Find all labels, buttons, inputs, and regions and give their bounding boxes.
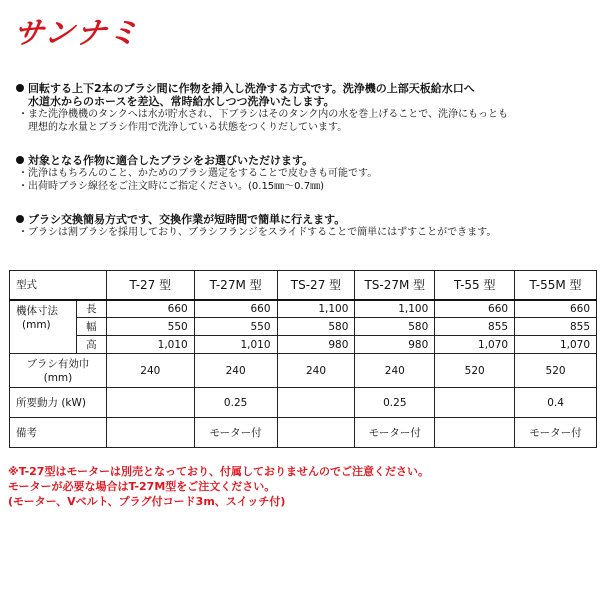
table-cell: 1,070 [435, 336, 515, 354]
sub-dot-icon: ・ [18, 109, 28, 120]
bullet-line: 回転する上下2本のブラシ間に作物を挿入し洗浄する方式です。洗浄機の上部天板給水口へ [14, 82, 594, 95]
model-header: TS-27M 型 [355, 271, 435, 300]
table-row [10, 336, 597, 354]
brand-logo [11, 8, 184, 51]
table-cell [435, 388, 515, 418]
sub-line: ・ また洗浄機機のタンクへは水が貯水され、下ブラシはそのタンク内の水を巻上げることで、洗浄にもっとも [18, 109, 508, 120]
brand-logo-text: サンナミ [11, 16, 143, 51]
table-cell: 855 [435, 318, 515, 336]
table-cell: 520 [515, 354, 597, 388]
table-cell: 980 [277, 336, 355, 354]
sub-dot-icon: ・ [18, 168, 28, 179]
note-line: モーターが必要な場合はT-27M型をご注文ください。 [8, 480, 276, 493]
model-header: TS-27 型 [277, 271, 355, 300]
brush-width-label-cell [10, 354, 107, 388]
table-cell: 550 [194, 318, 277, 336]
table-cell: 660 [515, 300, 597, 318]
spec-table [9, 270, 597, 448]
bullet-line: ブラシ交換簡易方式です、交換作業が短時間で簡単に行えます。 [14, 213, 594, 226]
sub-line: ・ ブラシは割ブラシを採用しており、ブラシフランジをスライドすることで簡単にはずすことができます。 [18, 227, 497, 238]
table-cell: 1,070 [515, 336, 597, 354]
sub-continuation: 理想的な水量とブラシ作用で洗浄している状態をつくりだしています。 [28, 122, 348, 133]
table-cell: 240 [277, 354, 355, 388]
table-cell: 980 [355, 336, 435, 354]
sub-line: ・ 出荷時ブラシ線径をご注文時にご指定ください。(0.15㎜～0.7㎜) [18, 181, 324, 192]
table-row [10, 300, 597, 318]
description-section-brush-choice [14, 154, 594, 193]
dims-label: 機体寸法 [16, 304, 58, 317]
table-cell: 580 [277, 318, 355, 336]
note-line: ※T-27型はモーターは別売となっており、付属しておりませんのでご注意ください。 [8, 465, 430, 478]
remarks-label-cell: 備考 [10, 418, 107, 448]
dims-label-cell [10, 300, 77, 354]
sub-line: ・ 洗浄はもちろんのこと、かためのブラシ選定をすることで皮むきも可能です。 [18, 168, 378, 179]
bullet-continuation: 水道水からのホースを差込、常時給水しつつ洗浄いたします。 [28, 95, 335, 108]
table-cell [435, 418, 515, 448]
table-cell [106, 388, 194, 418]
notes-section [8, 464, 598, 509]
note-line: (モーター、Vベルト、プラグ付コード3m、スイッチ付) [8, 495, 286, 508]
description-section-brush-exchange [14, 213, 594, 239]
table-row [10, 318, 597, 336]
table-cell: 580 [355, 318, 435, 336]
table-cell: 0.25 [194, 388, 277, 418]
table-cell: 0.4 [515, 388, 597, 418]
sub-dot-icon: ・ [18, 181, 28, 192]
model-header: T-55M 型 [515, 271, 597, 300]
bullet-icon [16, 84, 24, 92]
power-label-cell: 所要動力 (kW) [10, 388, 107, 418]
bullet-line: 対象となる作物に適合したブラシをお選びいただけます。 [14, 154, 594, 167]
table-cell: 1,100 [355, 300, 435, 318]
brush-width-unit: (mm) [43, 371, 73, 384]
dims-sub-label: 長 [76, 300, 106, 318]
table-cell: 1,010 [106, 336, 194, 354]
dims-unit: (mm) [22, 318, 51, 331]
header-label-cell: 型式 [10, 271, 107, 300]
table-row [10, 354, 597, 388]
description-section-rotation [14, 82, 594, 134]
table-cell: 240 [106, 354, 194, 388]
brush-width-label: ブラシ有効巾 [26, 357, 90, 370]
table-cell: モーター付 [355, 418, 435, 448]
sub-dot-icon: ・ [18, 227, 28, 238]
table-cell: 660 [194, 300, 277, 318]
table-cell: 240 [355, 354, 435, 388]
table-cell: 240 [194, 354, 277, 388]
table-cell [277, 388, 355, 418]
table-cell: 1,100 [277, 300, 355, 318]
table-row [10, 388, 597, 418]
model-header: T-27 型 [106, 271, 194, 300]
table-cell [277, 418, 355, 448]
table-cell [106, 418, 194, 448]
table-row [10, 418, 597, 448]
table-cell: 660 [106, 300, 194, 318]
table-cell: 550 [106, 318, 194, 336]
model-header: T-27M 型 [194, 271, 277, 300]
table-cell: モーター付 [194, 418, 277, 448]
dims-sub-label: 高 [76, 336, 106, 354]
table-cell: 1,010 [194, 336, 277, 354]
table-cell: 0.25 [355, 388, 435, 418]
bullet-icon [16, 215, 24, 223]
table-cell: 660 [435, 300, 515, 318]
table-header-row [10, 271, 597, 300]
table-cell: モーター付 [515, 418, 597, 448]
dims-sub-label: 幅 [76, 318, 106, 336]
model-header: T-55 型 [435, 271, 515, 300]
table-cell: 520 [435, 354, 515, 388]
table-cell: 855 [515, 318, 597, 336]
bullet-icon [16, 156, 24, 164]
